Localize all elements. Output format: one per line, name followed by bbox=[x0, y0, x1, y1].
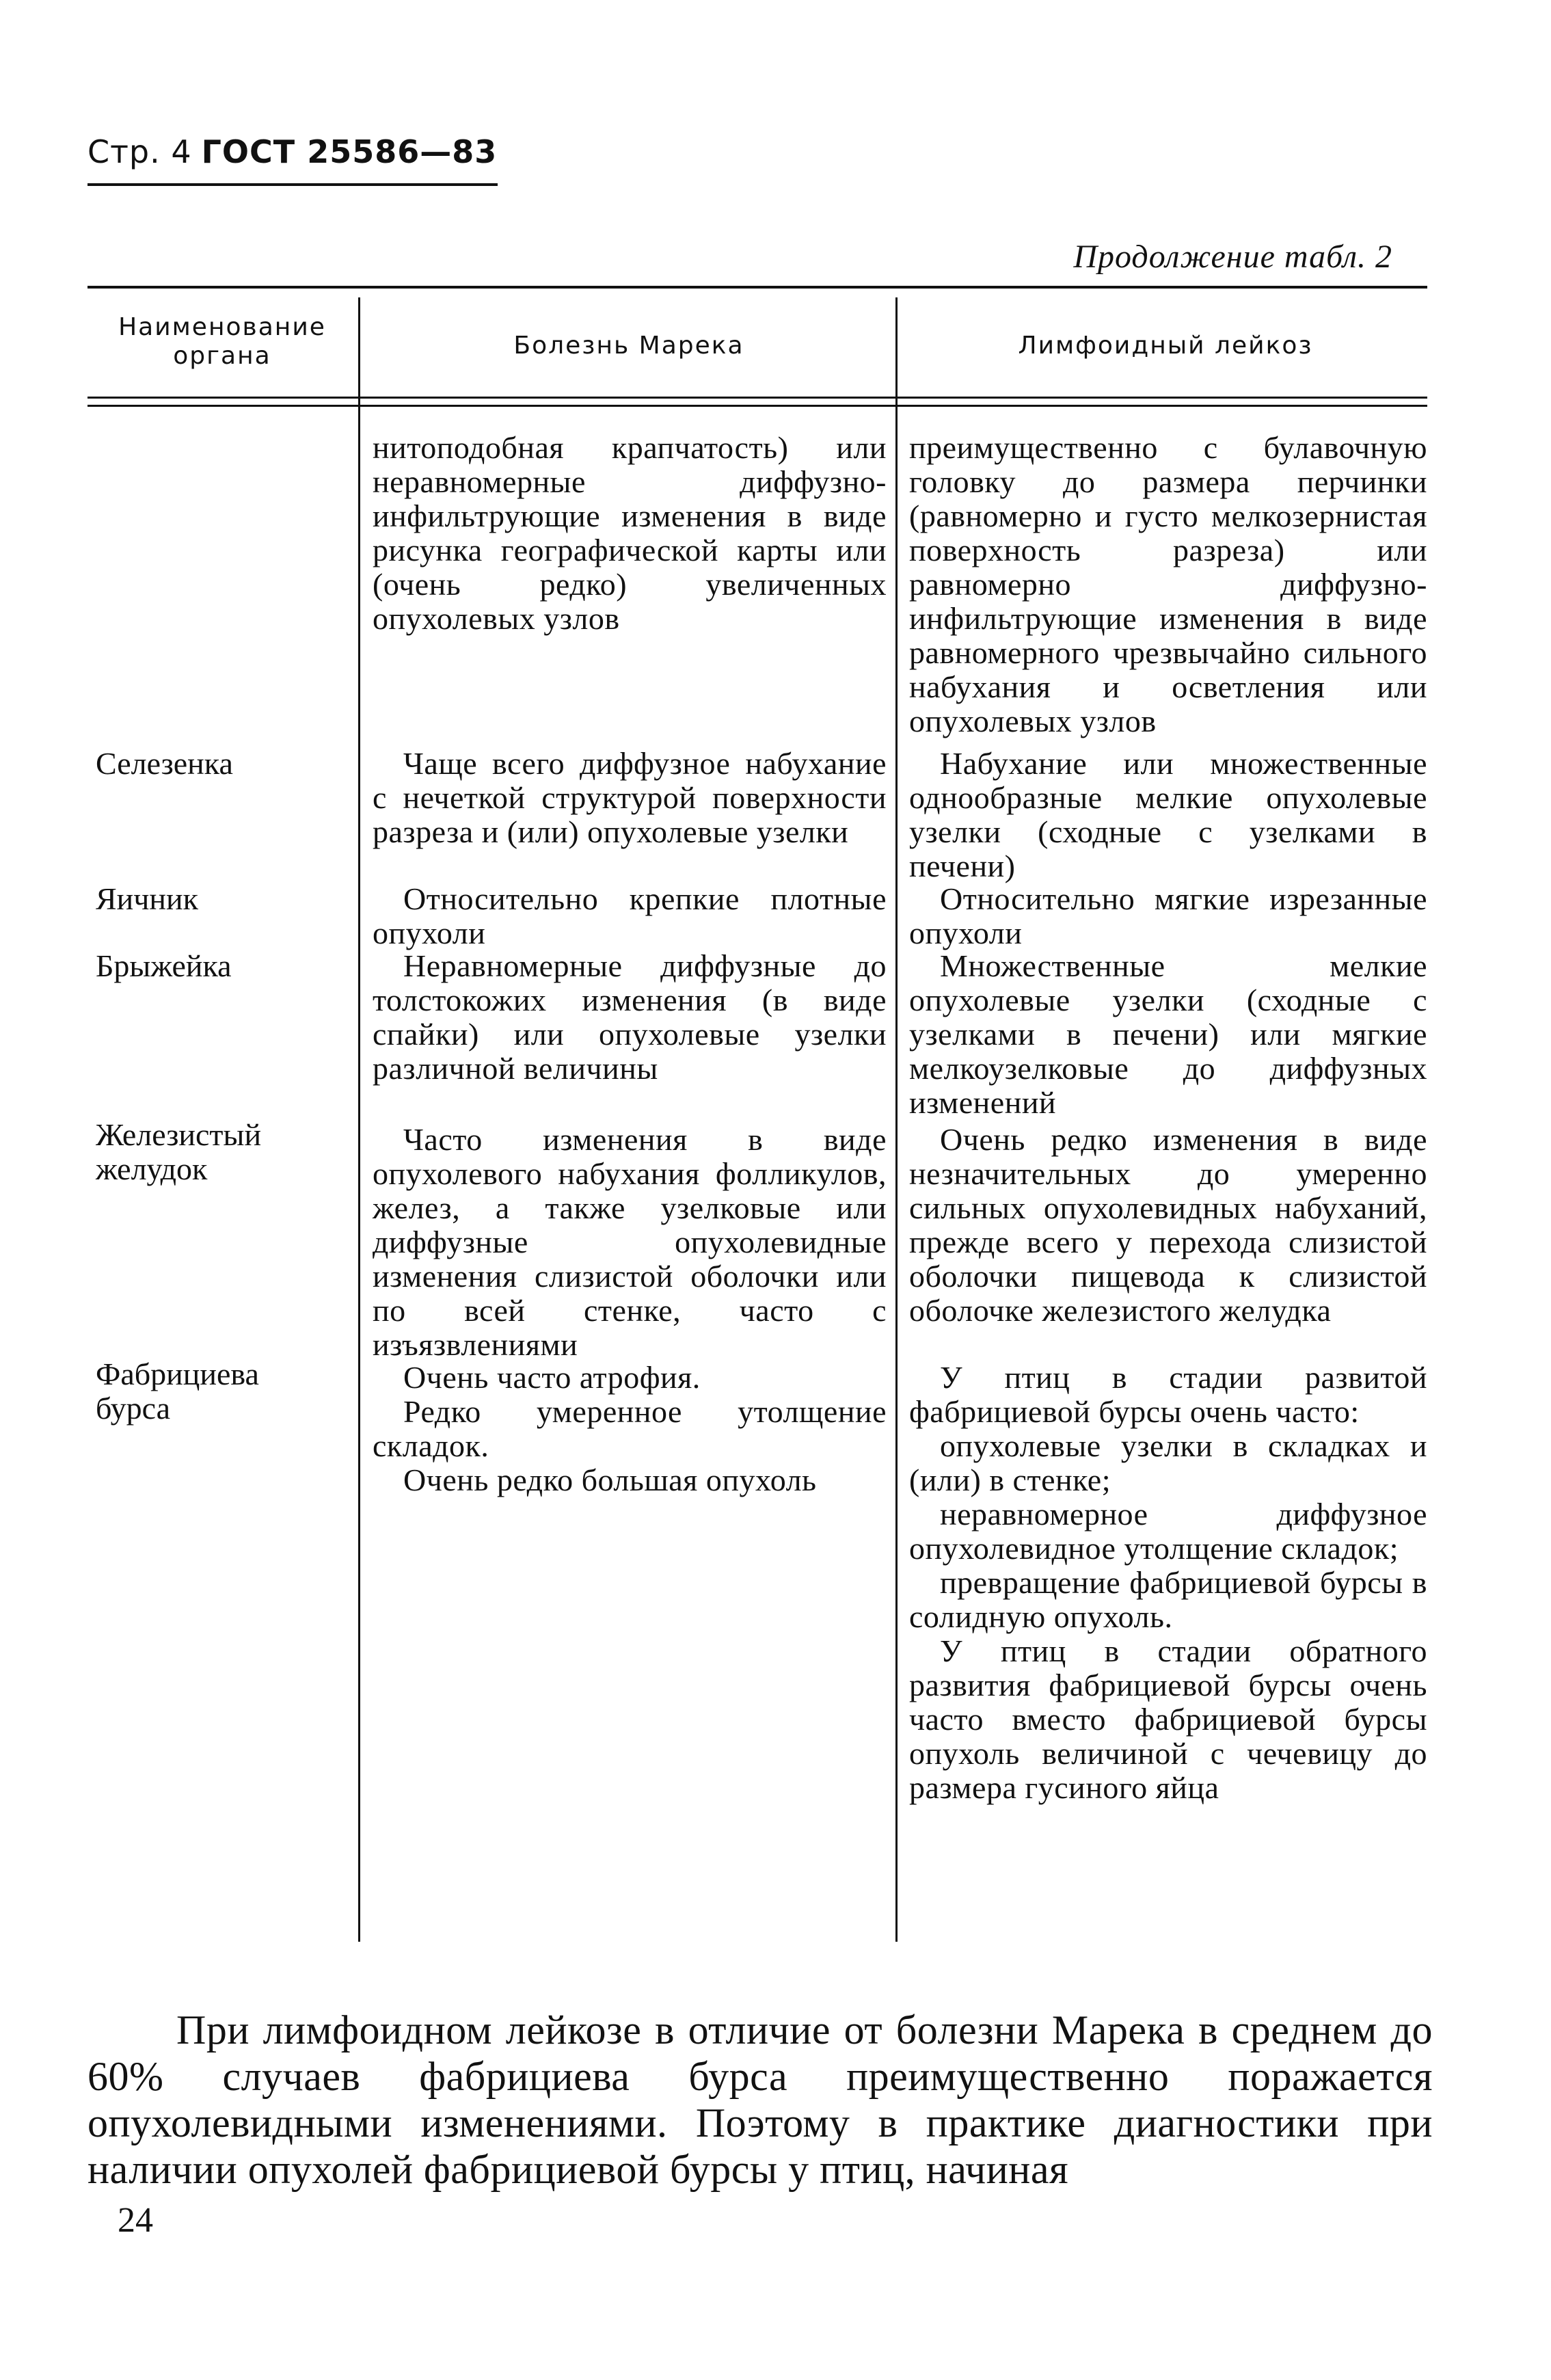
table-cell-marek: Очень часто атрофия. Редко умеренное утолщение складок. Очень редко большая опухоль bbox=[373, 1360, 887, 1497]
table-cell-marek: Часто изменения в виде опухолевого набухания фолликулов, желез, а также узелковые или диффузные опухолевидные изменения слизистой оболочки или по всей стенке, часто с изъязвлениями bbox=[373, 1122, 887, 1362]
page-label: Стр. 4 bbox=[87, 133, 192, 170]
table-cell-marek: Относительно крепкие плотные опухоли bbox=[373, 881, 887, 950]
column-divider bbox=[358, 297, 360, 1942]
table-cell-lymphoid: преимущественно с булавочную головку до размера перчинки (равномерно и густо мелкозернистая поверхность разреза) или равномерно диффузно-инфильтрующие изменения в виде равномерного чрезвычайно сильного набухания и осветления или опухолевых узлов bbox=[909, 430, 1427, 738]
table-cell-organ: Фабрициева бурса bbox=[96, 1356, 259, 1426]
table-top-rule bbox=[87, 286, 1427, 289]
table-header-rule-double bbox=[87, 405, 1427, 407]
table-cell-organ: Железистый желудок bbox=[96, 1117, 262, 1186]
table-continuation-label: Продолжение табл. 2 bbox=[1073, 239, 1392, 275]
table-cell-organ: Брыжейка bbox=[96, 948, 232, 983]
table-cell-lymphoid: Очень редко изменения в виде незначительных до умеренно сильных опухолевидных набуханий, прежде всего у перехода слизистой оболочки пищевода к слизистой оболочке железистого желудка bbox=[909, 1122, 1427, 1328]
column-divider bbox=[895, 297, 898, 1942]
table-cell-marek: Чаще всего диффузное набухание с нечеткой структурой поверхности разреза и (или) опухолевые узелки bbox=[373, 746, 887, 849]
page-number: 24 bbox=[118, 2201, 153, 2240]
table-header-rule bbox=[87, 397, 1427, 399]
column-header-marek: Болезнь Марека bbox=[513, 332, 744, 360]
table-cell-lymphoid: Множественные мелкие опухолевые узелки (сходные с узелками в печени) или мягкие мелкоузелковые до диффузных изменений bbox=[909, 948, 1427, 1120]
table-cell-organ: Яичник bbox=[96, 881, 199, 916]
table-cell-organ: Селезенка bbox=[96, 746, 233, 781]
table-cell-lymphoid: Относительно мягкие изрезанные опухоли bbox=[909, 881, 1427, 950]
table-cell-lymphoid: Набухание или множественные однообразные мелкие опухолевые узелки (сходные с узелками в печени) bbox=[909, 746, 1427, 883]
table-cell-lymphoid: У птиц в стадии развитой фабрициевой бурсы очень часто: опухолевые узелки в складках и (или) в стенке; неравномерное диффузное опухолевидное утолщение складок; превращение фабрициевой бурсы в солидную опухоль. У птиц в стадии обратного развития фабрициевой бурсы очень часто вместо фабрициевой бурсы опухоль величиной с чечевицу до размера гусиного яйца bbox=[909, 1360, 1427, 1805]
page-header bbox=[87, 133, 497, 170]
body-paragraph: При лимфоидном лейкозе в отличие от болезни Марека в среднем до 60% случаев фабрициева бурса преимущественно поражается опухолевидными изменениями. Поэтому в практике диагностики при наличии опухолей фабрициевой бурсы у птиц, начиная bbox=[87, 2007, 1433, 2192]
column-header-lymphoid: Лимфоидный лейкоз bbox=[1018, 332, 1313, 360]
document-id: ГОСТ 25586—83 bbox=[201, 133, 498, 170]
column-header-organ: Наименование органа bbox=[118, 313, 326, 370]
header-underline bbox=[87, 183, 498, 186]
table-cell-marek: Неравномерные диффузные до толстокожих изменения (в виде спайки) или опухолевые узелки различной величины bbox=[373, 948, 887, 1086]
table-cell-marek: нитоподобная крапчатость) или неравномерные диффузно-инфильтрующие изменения в виде рисунка географической карты или (очень редко) увеличенных опухолевых узлов bbox=[373, 430, 887, 636]
